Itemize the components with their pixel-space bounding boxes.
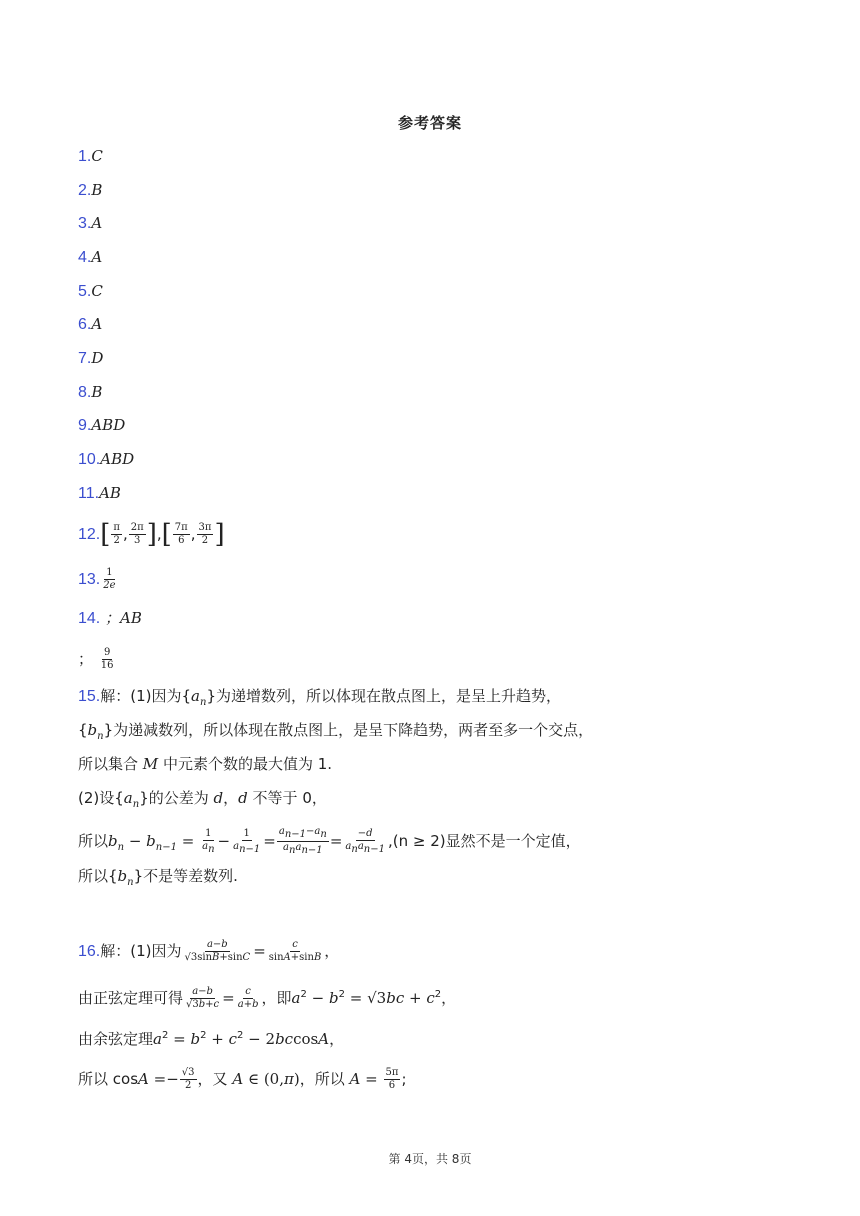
answer-value: B [91,383,103,401]
answer-8 [78,382,102,403]
fraction: $\frac{\pi}{2}$ [113,522,120,546]
q16-line-4: 所以 cosA =− $\frac{√3}{2}$ ，又 A ∈ (0,π)，所以 A = $\frac{5\pi}{6}$ ; [78,1067,407,1091]
question-number: 4. [78,249,92,266]
q16-line-3: 由余弦定理$a^2 = b^2 + c^2 - 2bccosA$， [78,1030,345,1048]
question-number: 13. [78,571,101,588]
answer-7 [78,348,103,369]
question-number: 15. [78,688,101,705]
answer-value: ；AB [105,609,142,627]
answer-value: C [91,147,103,165]
question-number: 11. [78,485,100,502]
answer-5 [78,281,103,302]
q15-line-4: (2)设$\{a_n\}$的公差为 d，d 不等于 0， [78,789,327,810]
answer-6 [78,314,102,335]
question-number: 8. [78,384,92,401]
answer-14-part2: ； $\frac{9}{16}$ [78,647,114,671]
fraction: $\frac{3\pi}{2}$ [198,522,212,546]
fraction: $\frac{7\pi}{6}$ [174,522,188,546]
answer-2 [78,180,102,201]
fraction: $\frac{9}{16}$ [100,647,114,671]
answer-1 [78,146,103,167]
answer-value: ABD [100,450,135,468]
answer-14 [78,608,142,629]
q16-line-2: 由正弦定理可得 $\frac{a-b}{√3b+c}$ = $\frac{c}{a+b}$ ，即$a^2 - b^2 = √3bc + c^2$， [78,986,457,1010]
question-number: 16. [78,943,101,960]
q16-line-1: 16.解：(1)因为 $\frac{a-b}{√3\sin B+\sin C}$ = $\frac{c}{\sin A+\sin B}$ ， [78,939,340,963]
answer-12: 12.[ $\frac{\pi}{2}$ , $\frac{2\pi}{3}$ ],[ $\frac{7\pi}{6}$ , $\frac{3\pi}{2}$ ] [78,519,225,550]
answer-9 [78,415,125,436]
q15-line-5: 所以$b_n - b_{n-1}$ = $\frac{1}{a_n}$ − $\frac{1}{a_{n-1}}$ = $\frac{a_{n-1}-a_n}{a_na_{n-1}}$ = $\frac{-d}{a_na_{n-1}}$ ,(n ≥ 2)显然不是一个定值， [78,826,581,856]
question-number: 1. [78,148,92,165]
answer-11 [78,483,121,504]
question-number: 9. [78,417,92,434]
answer-3 [78,213,102,234]
q15-line-2: $\{b_n\}$为递减数列，所以体现在散点图上，是呈下降趋势，两者至多一个交点， [78,721,594,742]
q15-line-6: 所以$\{b_n\}$不是等差数列. [78,867,238,888]
answer-10 [78,449,134,470]
answer-4 [78,247,102,268]
fraction: $\frac{1}{2e}$ [103,567,116,591]
page-title: 参考答案 [397,114,462,132]
answer-value: ABD [91,416,126,434]
answer-value: A [91,248,103,266]
question-number: 5. [78,283,92,300]
question-number: 3. [78,215,92,232]
question-number: 7. [78,350,92,367]
q15-line-3: 所以集合 M 中元素个数的最大值为 1. [78,755,333,773]
question-number: 14. [78,610,101,627]
answer-value: B [91,181,103,199]
answer-value: A [91,214,103,232]
answer-13 [78,567,119,592]
q15-line-1: 15.解：(1)因为$\{a_n\}$为递增数列，所以体现在散点图上，是呈上升趋势， [78,687,561,708]
fraction: $\frac{2\pi}{3}$ [130,522,144,546]
answer-value: D [91,349,104,367]
answer-value: A [91,315,103,333]
question-number: 12. [78,526,101,543]
page-footer: 第 4页，共 8页 [388,1152,472,1166]
answer-value: C [91,282,103,300]
question-number: 2. [78,182,92,199]
question-number: 6. [78,316,92,333]
question-number: 10. [78,451,101,468]
answer-value: AB [99,484,121,502]
